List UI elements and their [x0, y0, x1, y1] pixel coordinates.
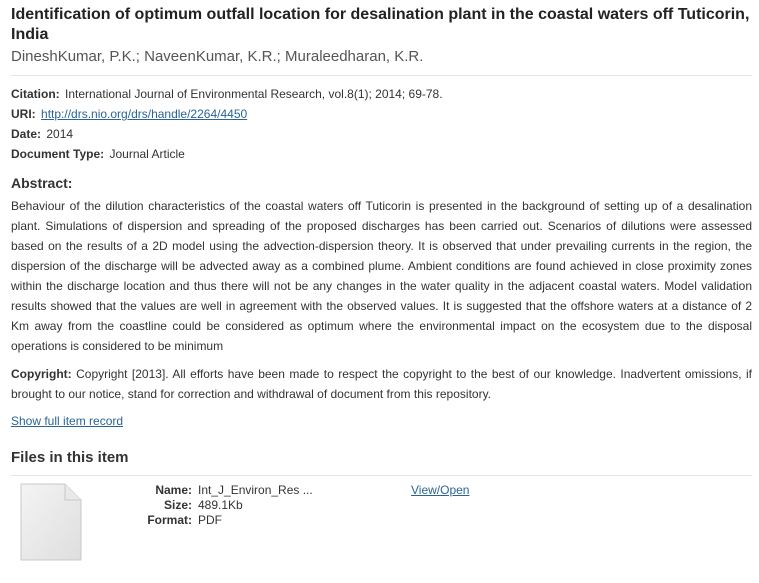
- abstract-heading: Abstract:: [11, 175, 73, 191]
- file-format: PDF: [198, 513, 222, 527]
- file-name-label: Name:: [155, 483, 192, 497]
- file-row: [11, 483, 752, 583]
- file-format-row: [112, 513, 313, 528]
- file-format-label: Format:: [147, 513, 192, 527]
- file-name-row: [112, 483, 313, 498]
- uri-label: URI:: [11, 107, 36, 121]
- doctype-label: Document Type:: [11, 147, 105, 161]
- divider: [11, 75, 752, 76]
- files-heading: Files in this item: [11, 449, 129, 466]
- view-open-link[interactable]: View/Open: [411, 483, 470, 497]
- file-size: 489.1Kb: [198, 498, 243, 512]
- copyright-label: Copyright:: [11, 367, 72, 381]
- file-name: Int_J_Environ_Res ...: [198, 483, 313, 497]
- uri-link[interactable]: http://drs.nio.org/drs/handle/2264/4450: [41, 107, 248, 121]
- item-authors: DineshKumar, P.K.; NaveenKumar, K.R.; Muraleedharan, K.R.: [11, 48, 424, 65]
- files-divider: [11, 475, 752, 476]
- citation-label: Citation:: [11, 87, 60, 101]
- item-title: Identification of optimum outfall location for desalination plant in the coastal waters off Tuticorin, India: [11, 6, 750, 43]
- citation-value: International Journal of Environmental Research, vol.8(1); 2014; 69-78.: [65, 87, 443, 101]
- doctype-value: Journal Article: [109, 147, 185, 161]
- date-value: 2014: [46, 127, 74, 141]
- item-view: [11, 0, 752, 583]
- file-icon[interactable]: [20, 483, 82, 561]
- file-size-label: Size:: [163, 498, 192, 512]
- date-label: Date:: [11, 127, 42, 141]
- file-size-row: [112, 498, 313, 513]
- copyright-text: Copyright [2013]. All efforts have been made to respect the copyright to the best of our knowledge. Inadvertent omissions, if brought to our notice, stand for correction and withdrawal of document from this repository.: [11, 367, 752, 401]
- uri-field: [11, 104, 752, 124]
- copyright-field: [11, 364, 752, 404]
- date-field: [11, 124, 752, 144]
- abstract-text: Behaviour of the dilution characteristics of the coastal waters off Tuticorin is presented in the background of setting up of a desalination plant. Simulations of dispersion and spreading of the proposed discharges has been carried out. Scenarios of dilutions were assessed based on the results of a 2D model using the advection-dispersion theory. It is observed that under prevailing currents in the region, the dispersion of the discharge will be advected away as a combined plume. Ambient conditions are found achieved in close proximity zones within the discharge location and thus there will not be any changes in the water quality in the adjacent coastal waters. Model validation results showed that the values are well in agreement with the observed values. It is suggested that the offshore waters at a distance of 2 Km away from the coastline could be considered as optimum where the environmental impact on the ecosystem due to the disposal operations is considered to be minimum: [11, 199, 752, 353]
- file-metadata: [112, 483, 313, 528]
- citation-field: [11, 84, 752, 104]
- doctype-field: [11, 144, 752, 164]
- show-full-record-link[interactable]: Show full item record: [11, 414, 124, 428]
